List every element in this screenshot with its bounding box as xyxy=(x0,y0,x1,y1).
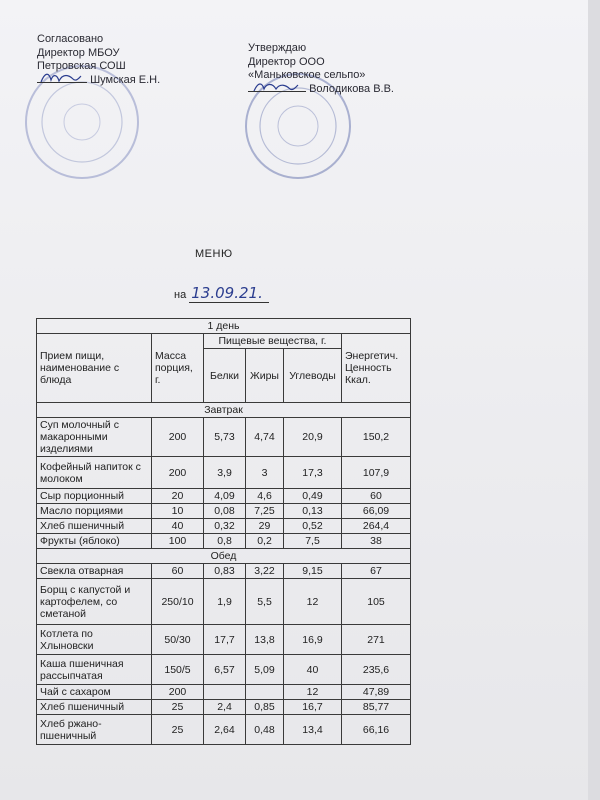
cell-fat: 5,5 xyxy=(246,579,284,625)
cell-energy: 105 xyxy=(342,579,411,625)
cell-carbs: 12 xyxy=(284,685,342,700)
date-prefix: на xyxy=(174,289,187,301)
col-header-energy: Энергетич. Ценность Ккал. xyxy=(342,334,411,403)
signature-line xyxy=(37,82,87,83)
cell-mass: 200 xyxy=(152,685,204,700)
table-row xyxy=(37,700,411,715)
cell-protein: 2,64 xyxy=(204,715,246,745)
paper-edge xyxy=(588,0,600,800)
cell-carbs: 9,15 xyxy=(284,564,342,579)
table-row xyxy=(37,489,411,504)
table-row xyxy=(37,564,411,579)
cell-energy: 235,6 xyxy=(342,655,411,685)
cell-protein: 0,83 xyxy=(204,564,246,579)
cell-carbs: 20,9 xyxy=(284,418,342,457)
dish-name: Каша пшеничная рассыпчатая xyxy=(37,655,152,685)
cell-energy: 150,2 xyxy=(342,418,411,457)
approved-position: Директор ООО xyxy=(248,55,325,68)
cell-carbs: 16,7 xyxy=(284,700,342,715)
cell-mass: 60 xyxy=(152,564,204,579)
cell-fat: 5,09 xyxy=(246,655,284,685)
menu-date xyxy=(174,284,269,302)
cell-energy: 107,9 xyxy=(342,457,411,489)
cell-mass: 10 xyxy=(152,504,204,519)
dish-name: Сыр порционный xyxy=(37,489,152,504)
dish-name: Чай с сахаром xyxy=(37,685,152,700)
cell-mass: 100 xyxy=(152,534,204,549)
cell-carbs: 0,13 xyxy=(284,504,342,519)
menu-table xyxy=(36,318,411,745)
cell-protein: 0,8 xyxy=(204,534,246,549)
cell-fat xyxy=(246,685,284,700)
cell-fat: 0,85 xyxy=(246,700,284,715)
cell-fat: 3 xyxy=(246,457,284,489)
cell-carbs: 12 xyxy=(284,579,342,625)
cell-protein: 6,57 xyxy=(204,655,246,685)
cell-protein: 0,08 xyxy=(204,504,246,519)
cell-fat: 0,48 xyxy=(246,715,284,745)
dish-name: Хлеб пшеничный xyxy=(37,700,152,715)
cell-fat: 0,2 xyxy=(246,534,284,549)
dish-name: Фрукты (яблоко) xyxy=(37,534,152,549)
col-header-carbs: Углеводы xyxy=(284,349,342,403)
dish-name: Хлеб пшеничный xyxy=(37,519,152,534)
cell-carbs: 40 xyxy=(284,655,342,685)
table-row xyxy=(37,579,411,625)
cell-mass: 200 xyxy=(152,457,204,489)
col-header-protein: Белки xyxy=(204,349,246,403)
cell-energy: 66,16 xyxy=(342,715,411,745)
cell-energy: 85,77 xyxy=(342,700,411,715)
cell-protein: 4,09 xyxy=(204,489,246,504)
cell-mass: 200 xyxy=(152,418,204,457)
page-title: МЕНЮ xyxy=(195,248,233,260)
cell-mass: 25 xyxy=(152,715,204,745)
cell-protein: 1,9 xyxy=(204,579,246,625)
cell-energy: 47,89 xyxy=(342,685,411,700)
cell-mass: 25 xyxy=(152,700,204,715)
cell-carbs: 0,49 xyxy=(284,489,342,504)
approval-organization: Петровская СОШ xyxy=(37,60,126,72)
cell-energy: 264,4 xyxy=(342,519,411,534)
cell-protein: 5,73 xyxy=(204,418,246,457)
table-row xyxy=(37,534,411,549)
cell-carbs: 0,52 xyxy=(284,519,342,534)
table-row xyxy=(37,418,411,457)
cell-mass: 150/5 xyxy=(152,655,204,685)
cell-carbs: 17,3 xyxy=(284,457,342,489)
col-header-fat: Жиры xyxy=(246,349,284,403)
cell-fat: 4,6 xyxy=(246,489,284,504)
approved-signer: Володикова В.В. xyxy=(309,82,394,95)
table-row xyxy=(37,655,411,685)
signature-icon xyxy=(39,70,83,86)
cell-mass: 250/10 xyxy=(152,579,204,625)
cell-energy: 60 xyxy=(342,489,411,504)
approved-header xyxy=(248,42,394,96)
cell-energy: 38 xyxy=(342,534,411,549)
dish-name: Котлета по Хлыновски xyxy=(37,625,152,655)
cell-fat: 3,22 xyxy=(246,564,284,579)
day-label: 1 день xyxy=(37,319,411,334)
dish-name: Масло порциями xyxy=(37,504,152,519)
approval-position: Директор МБОУ xyxy=(37,46,120,59)
dish-name: Свекла отварная xyxy=(37,564,152,579)
cell-protein: 2,4 xyxy=(204,700,246,715)
cell-mass: 20 xyxy=(152,489,204,504)
section-lunch: Обед xyxy=(37,549,411,564)
signature-line xyxy=(248,91,306,92)
cell-fat: 13,8 xyxy=(246,625,284,655)
table-row xyxy=(37,625,411,655)
cell-energy: 271 xyxy=(342,625,411,655)
cell-protein: 0,32 xyxy=(204,519,246,534)
table-row xyxy=(37,457,411,489)
cell-protein: 3,9 xyxy=(204,457,246,489)
dish-name: Суп молочный с макаронными изделиями xyxy=(37,418,152,457)
date-handwritten: 13.09.21. xyxy=(189,284,269,303)
table-row xyxy=(37,504,411,519)
approval-signer: Шумская Е.Н. xyxy=(90,73,161,86)
approval-header xyxy=(37,33,160,87)
approved-organization: «Маньковское сельпо» xyxy=(248,69,366,81)
cell-energy: 67 xyxy=(342,564,411,579)
col-header-meal: Прием пищи, наименование с блюда xyxy=(37,334,152,403)
dish-name: Хлеб ржано-пшеничный xyxy=(37,715,152,745)
cell-mass: 40 xyxy=(152,519,204,534)
cell-fat: 7,25 xyxy=(246,504,284,519)
cell-carbs: 16,9 xyxy=(284,625,342,655)
cell-carbs: 7,5 xyxy=(284,534,342,549)
col-header-mass: Масса порция, г. xyxy=(152,334,204,403)
section-breakfast: Завтрак xyxy=(37,403,411,418)
table-row xyxy=(37,715,411,745)
cell-energy: 66,09 xyxy=(342,504,411,519)
cell-fat: 29 xyxy=(246,519,284,534)
signature-icon xyxy=(250,79,300,95)
cell-protein xyxy=(204,685,246,700)
approved-label: Утверждаю xyxy=(248,42,307,54)
approval-label: Согласовано xyxy=(37,33,104,45)
cell-protein: 17,7 xyxy=(204,625,246,655)
table-row xyxy=(37,685,411,700)
dish-name: Кофейный напиток с молоком xyxy=(37,457,152,489)
table-row xyxy=(37,519,411,534)
cell-fat: 4,74 xyxy=(246,418,284,457)
cell-carbs: 13,4 xyxy=(284,715,342,745)
col-header-nutrients: Пищевые вещества, г. xyxy=(204,334,342,349)
cell-mass: 50/30 xyxy=(152,625,204,655)
dish-name: Борщ с капустой и картофелем, со сметаной xyxy=(37,579,152,625)
